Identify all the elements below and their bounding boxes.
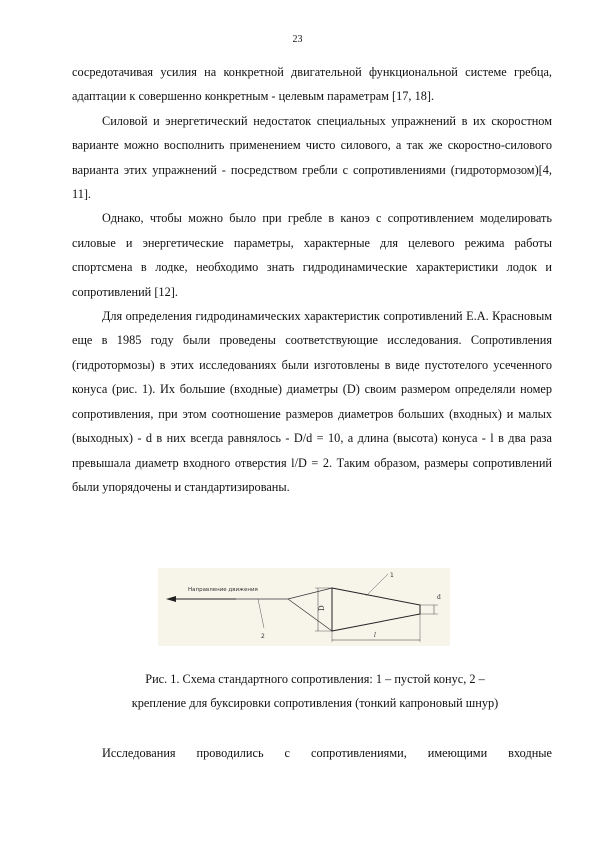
direction-label: Направление движения <box>188 587 258 593</box>
dimension-d <box>420 605 438 614</box>
figure-caption <box>80 667 550 715</box>
diagram-svg <box>158 568 450 646</box>
page-number: 23 <box>292 34 303 45</box>
body-text <box>72 60 552 499</box>
paragraph: Однако, чтобы можно было при гребле в каноэ с сопротивлением моделировать силовые и энергетические параметры, характерные для целевого режима работы спортсмена в лодке, необходимо знать гидродинамические характеристики лодок и сопротивлений [12]. <box>72 211 552 299</box>
caption-line: крепление для буксировки сопротивления (тонкий капроновый шнур) <box>131 696 499 710</box>
label-1: 1 <box>390 572 394 579</box>
cone-outline <box>332 588 420 631</box>
paragraph: сосредотачивая усилия на конкретной двигательной функциональной системе гребца, адаптации к совершенно конкретным - целевым параметрам [17, 18]. <box>72 65 552 104</box>
label-D: D <box>318 605 326 611</box>
continuation-paragraph <box>72 741 552 765</box>
paragraph: Силовой и энергетический недостаток специальных упражнений в их скоростном варианте можно восполнить применением чисто силового, а так же скоростно-силового варианта этих упражнений - посредством гребли с сопротивлениями (гидротормозом)[4, 11]. <box>72 113 552 202</box>
figure-resistance-diagram <box>158 568 450 646</box>
caption-line: Рис. 1. Схема стандартного сопротивления: 1 – пустой конус, 2 – <box>145 672 485 686</box>
paragraph: Исследования проводились с сопротивлениями, имеющими входные <box>102 746 552 760</box>
label-l: l <box>374 632 376 639</box>
label-d: d <box>437 594 441 601</box>
direction-arrow <box>166 596 236 602</box>
paragraph: Для определения гидродинамических характеристик сопротивлений Е.А. Красновым еще в 1985 году были проведены соответствующие исследования. Сопротивления (гидротормозы) в этих исследованиях были изготовлены в виде пустотелого усеченного конуса (рис. 1). Их большие (входные) диаметры (D) своим размером определяли номер сопротивления, при этом соотношение размеров диаметров больших (входных) и малых (выходных) - d в них всегда равнялось - D/d = 10, а длина (высота) конуса - l в два раза превышала диаметр входного отверстия l/D = 2. Таким образом, размеры сопротивлений были упорядочены и стандартизированы. <box>72 309 552 494</box>
label-2: 2 <box>261 633 265 640</box>
